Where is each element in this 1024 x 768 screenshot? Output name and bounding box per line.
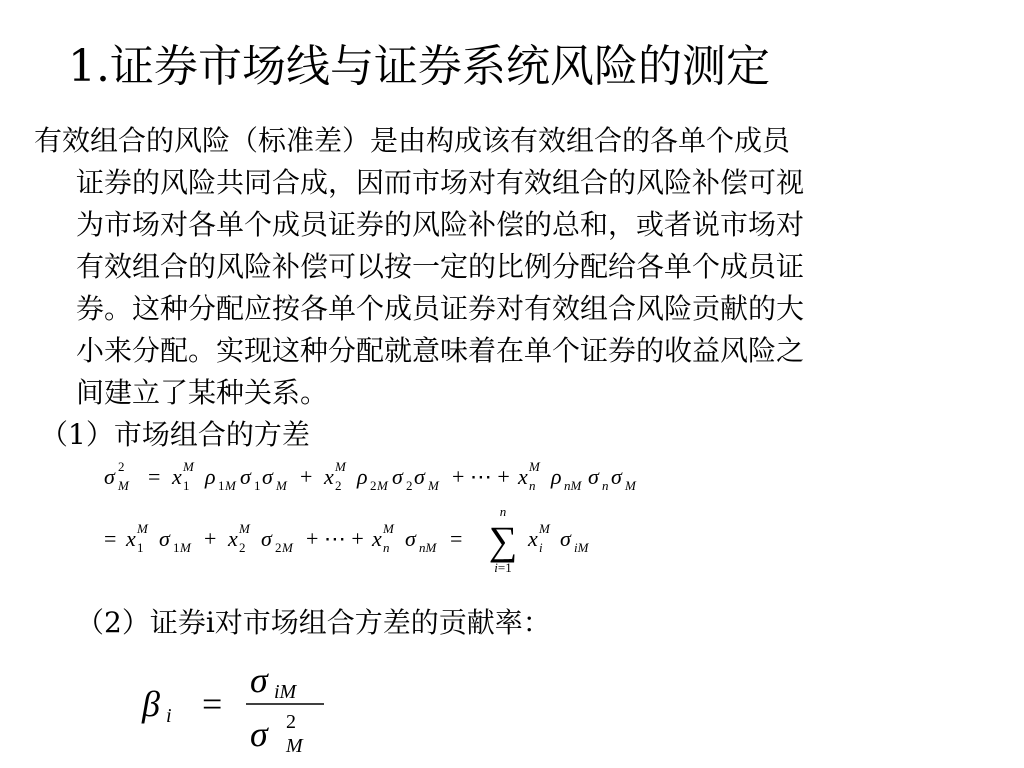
svg-text:+ ⋯ +: + ⋯ + — [452, 464, 510, 489]
svg-text:i=1: i=1 — [494, 560, 512, 575]
body-paragraph — [34, 120, 974, 414]
svg-text:σ: σ — [240, 464, 251, 489]
svg-text:i: i — [166, 705, 172, 727]
formula-market-variance-line1 — [104, 454, 724, 498]
paragraph-line: 小来分配。实现这种分配就意味着在单个证券的收益风险之 — [76, 334, 805, 367]
svg-text:n: n — [499, 504, 507, 519]
svg-text:M: M — [428, 478, 439, 493]
svg-text:σ: σ — [588, 464, 599, 489]
svg-text:x: x — [172, 464, 182, 489]
svg-text:+: + — [300, 464, 313, 489]
svg-text:n: n — [529, 478, 536, 493]
svg-text:x: x — [324, 464, 334, 489]
svg-text:M: M — [383, 521, 394, 536]
svg-text:1: 1 — [173, 540, 180, 555]
svg-text:σ: σ — [250, 714, 268, 754]
formula-beta — [140, 654, 340, 758]
slide-title: 1.证券市场线与证券系统风险的测定 — [68, 41, 770, 92]
paragraph-line: 有效组合的风险补偿可以按一定的比例分配给各单个成员证 — [76, 250, 805, 283]
svg-text:2: 2 — [335, 478, 342, 493]
svg-text:x: x — [228, 526, 238, 551]
svg-text:=: = — [148, 464, 161, 489]
svg-text:2: 2 — [286, 711, 296, 733]
paragraph-line: 为市场对各单个成员证券的风险补偿的总和，或者说市场对 — [76, 208, 805, 241]
formula-market-variance-line2 — [104, 504, 644, 578]
svg-text:+ ⋯ +: + ⋯ + — [306, 526, 364, 551]
svg-text:M: M — [118, 478, 129, 493]
svg-text:β: β — [142, 684, 160, 724]
svg-text:x: x — [372, 526, 382, 551]
svg-text:M: M — [529, 459, 540, 474]
svg-text:σ: σ — [392, 464, 403, 489]
svg-text:i: i — [539, 540, 543, 555]
svg-text:x: x — [126, 526, 136, 551]
paragraph-line: 证券的风险共同合成，因而市场对有效组合的风险补偿可视 — [76, 166, 805, 199]
svg-text:M: M — [180, 540, 191, 555]
svg-text:2: 2 — [275, 540, 282, 555]
svg-text:σ: σ — [159, 526, 170, 551]
svg-text:σ: σ — [104, 464, 115, 489]
svg-text:1: 1 — [137, 540, 144, 555]
svg-text:σ: σ — [414, 464, 425, 489]
svg-text:iM: iM — [574, 540, 589, 555]
svg-text:σ: σ — [261, 526, 272, 551]
svg-text:σ: σ — [405, 526, 416, 551]
svg-text:M: M — [137, 521, 148, 536]
svg-text:=: = — [450, 526, 463, 551]
svg-text:1: 1 — [183, 478, 190, 493]
svg-text:1: 1 — [218, 478, 225, 493]
svg-text:M: M — [286, 735, 303, 757]
svg-text:nM: nM — [564, 478, 582, 493]
svg-text:∑: ∑ — [488, 518, 518, 563]
svg-text:=: = — [104, 526, 117, 551]
section-heading-contribution-rate: （2）证券i对市场组合方差的贡献率： — [76, 606, 551, 639]
svg-text:n: n — [383, 540, 390, 555]
svg-text:M: M — [276, 478, 287, 493]
svg-text:M: M — [239, 521, 250, 536]
svg-text:M: M — [282, 540, 293, 555]
svg-text:ρ: ρ — [357, 464, 368, 489]
svg-text:x: x — [518, 464, 528, 489]
svg-text:2: 2 — [406, 478, 413, 493]
paragraph-line: 间建立了某种关系。 — [76, 376, 329, 409]
svg-text:=: = — [202, 684, 223, 724]
svg-text:σ: σ — [262, 464, 273, 489]
svg-text:1: 1 — [254, 478, 261, 493]
svg-text:σ: σ — [560, 526, 571, 551]
paragraph-line: 有效组合的风险（标准差）是由构成该有效组合的各单个成员 — [34, 124, 791, 157]
paragraph-line: 券。这种分配应按各单个成员证券对有效组合风险贡献的大 — [76, 292, 805, 325]
svg-text:ρ: ρ — [551, 464, 562, 489]
svg-text:ρ: ρ — [205, 464, 216, 489]
svg-text:2: 2 — [239, 540, 246, 555]
svg-text:+: + — [204, 526, 217, 551]
svg-text:M: M — [335, 459, 346, 474]
svg-text:M: M — [539, 521, 550, 536]
svg-text:2: 2 — [118, 459, 125, 474]
section-heading-market-variance: （1）市场组合的方差 — [40, 418, 310, 451]
svg-text:M: M — [183, 459, 194, 474]
svg-text:n: n — [602, 478, 609, 493]
svg-text:σ: σ — [250, 660, 268, 700]
svg-text:2: 2 — [370, 478, 377, 493]
svg-text:iM: iM — [274, 681, 297, 703]
svg-text:M: M — [225, 478, 236, 493]
svg-text:M: M — [625, 478, 636, 493]
svg-text:x: x — [528, 526, 538, 551]
svg-text:M: M — [377, 478, 388, 493]
svg-text:nM: nM — [419, 540, 437, 555]
svg-text:σ: σ — [611, 464, 622, 489]
